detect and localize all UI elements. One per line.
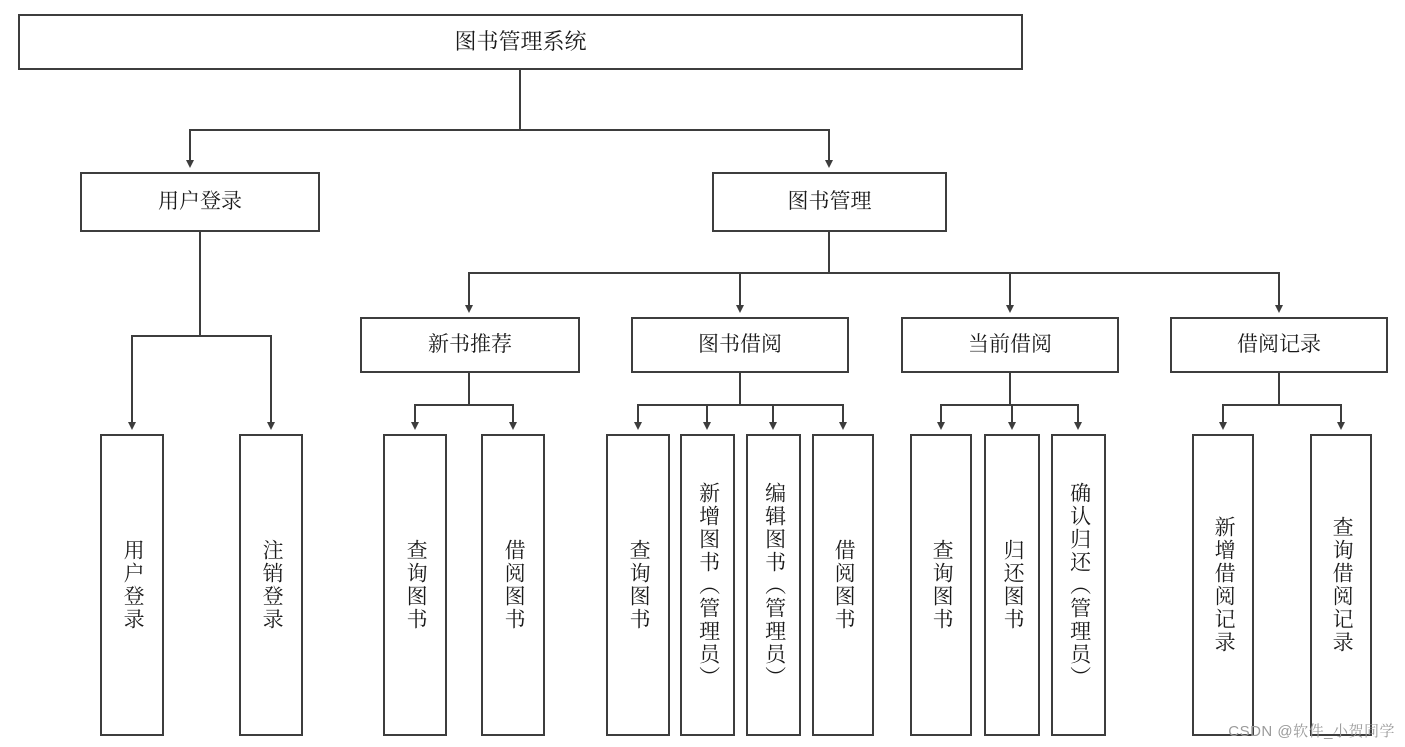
- connector-newbook-to-n1: [415, 373, 469, 426]
- node-record: [1170, 317, 1388, 373]
- node-label: 新增图书（管理员）: [696, 481, 720, 689]
- node-label: 查询图书: [930, 539, 954, 631]
- node-c3: [1051, 434, 1106, 736]
- watermark-text: CSDN @软件_小贺同学: [1228, 723, 1395, 740]
- node-b2: [680, 434, 735, 736]
- node-l2: [239, 434, 303, 736]
- node-label: 借阅记录: [1237, 332, 1321, 356]
- node-r2: [1310, 434, 1372, 736]
- node-label: 借阅图书: [832, 539, 856, 631]
- node-label: 查询借阅记录: [1330, 516, 1354, 654]
- node-borrow: [631, 317, 849, 373]
- connector-root-to-bookmgr: [520, 70, 829, 164]
- node-label: 新增借阅记录: [1212, 516, 1236, 654]
- connector-login-to-l2: [200, 232, 271, 426]
- node-label: 图书借阅: [698, 332, 782, 356]
- connector-newbook-to-n2: [469, 373, 513, 426]
- connector-bookmgr-to-newbook: [469, 232, 829, 309]
- connector-borrow-to-b1: [638, 373, 740, 426]
- node-b3: [746, 434, 801, 736]
- node-n1: [383, 434, 447, 736]
- node-label: 当前借阅: [968, 332, 1052, 356]
- node-label: 用户登录: [158, 189, 242, 213]
- node-root: [18, 14, 1023, 70]
- connector-root-to-login: [190, 70, 520, 164]
- connector-login-to-l1: [132, 232, 200, 426]
- connector-bookmgr-to-record: [829, 232, 1279, 309]
- node-label: 注销登录: [260, 539, 284, 631]
- node-b4: [812, 434, 874, 736]
- node-l1: [100, 434, 164, 736]
- node-newbook: [360, 317, 580, 373]
- node-c2: [984, 434, 1040, 736]
- connector-bookmgr-to-current: [829, 232, 1010, 309]
- connector-borrow-to-b4: [740, 373, 843, 426]
- node-label: 图书管理系统: [454, 29, 587, 55]
- node-b1: [606, 434, 670, 736]
- connector-record-to-r2: [1279, 373, 1341, 426]
- node-label: 图书管理: [787, 189, 872, 213]
- node-label: 归还图书: [1001, 539, 1025, 631]
- connector-current-to-c3: [1010, 373, 1078, 426]
- node-label: 用户登录: [121, 539, 145, 631]
- connector-current-to-c2: [1010, 373, 1012, 426]
- node-current: [901, 317, 1119, 373]
- node-bookmgr: [712, 172, 947, 232]
- node-label: 新书推荐: [428, 332, 512, 356]
- node-login: [80, 172, 320, 232]
- connector-record-to-r1: [1223, 373, 1279, 426]
- node-label: 查询图书: [627, 539, 651, 631]
- connector-borrow-to-b3: [740, 373, 773, 426]
- node-n2: [481, 434, 545, 736]
- node-r1: [1192, 434, 1254, 736]
- node-label: 确认归还（管理员）: [1067, 481, 1091, 689]
- node-label: 借阅图书: [502, 539, 526, 631]
- node-label: 编辑图书（管理员）: [762, 481, 786, 689]
- connector-bookmgr-to-borrow: [740, 232, 829, 309]
- node-label: 查询图书: [404, 539, 428, 631]
- connector-borrow-to-b2: [707, 373, 740, 426]
- node-c1: [910, 434, 972, 736]
- connector-current-to-c1: [941, 373, 1010, 426]
